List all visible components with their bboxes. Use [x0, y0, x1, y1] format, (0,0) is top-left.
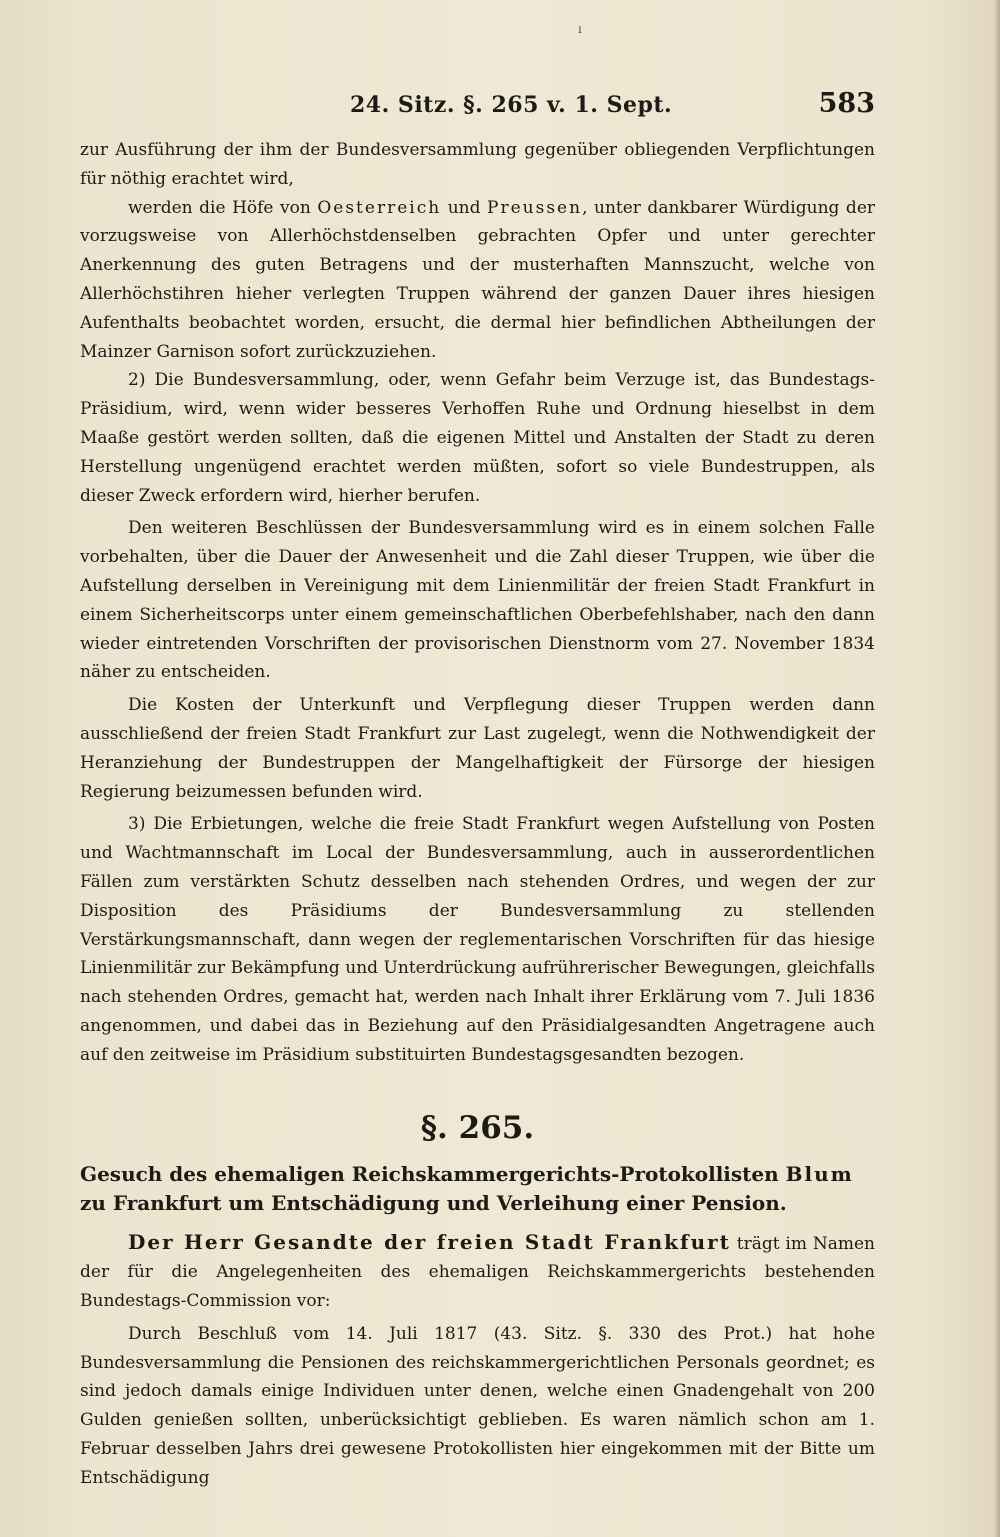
- page-body: [80, 136, 875, 1493]
- intro-text: trägt im Namen der für die Angelegenheiten des ehemaligen Reichskammergerichts bestehenden Bundestags-Commission vor:: [80, 1233, 876, 1312]
- paragraph-2-part-c: , unter dankbarer Würdigung der vorzugsweise von Allerhöchstdenselben gebrachten Opfer und unter gerechter Anerkennung des guten Betragens und der musterhaften Mannszucht, welche von Allerhöchstihren hieher verlegten Truppen während der ganzen Dauer ihres hiesigen Aufenthalts beobachtet worden, ersucht, die dermal hier befindlichen Abtheilungen der Mainzer Garnison sofort zurückzuziehen.: [80, 197, 876, 362]
- paragraph-6: 3) Die Erbietungen, welche die freie Stadt Frankfurt wegen Aufstellung von Posten und Wachtmannschaft im Local der Bundesversammlung, auch in ausserordentlichen Fällen zum verstärkten Schutz desselben nach stehenden Ordres, und wegen der zur Disposition des Präsidiums der Bundesversammlung zu stellenden Verstärkungsmannschaft, dann wegen der reglementarischen Vorschriften für das hiesige Linienmilitär zur Bekämpfung und Unterdrückung aufrührerischer Bewegungen, gleichfalls nach stehenden Ordres, gemacht hat, werden nach Inhalt ihrer Erklärung vom 7. Juli 1836 angenommen, und dabei das in Beziehung auf den Präsidialgesandten Angetragene auch auf den zeitweise im Präsidium substituirten Bundestagsgesandten bezogen.: [80, 814, 875, 1065]
- section-intro: [80, 1228, 875, 1316]
- austria-name: Oesterreich: [317, 197, 442, 218]
- paragraph-1: zur Ausführung der ihm der Bundesversammlung gegenüber obliegenden Verpflichtungen für nöthig erachtet wird,: [80, 140, 875, 189]
- section-heading: §. 265.: [420, 1109, 535, 1146]
- paragraph-4: Den weiteren Beschlüssen der Bundesversammlung wird es in einem solchen Falle vorbehalten, über die Dauer der Anwesenheit und die Zahl dieser Truppen, wie über die Aufstellung derselben in Vereinigung mit dem Linienmilitär der freien Stadt Frankfurt in einem Sicherheitscorps unter einem gemeinschaftlichen Oberbefehlshaber, nach den dann wieder eintretenden Vorschriften der provisorischen Dienstnorm vom 27. November 1834 näher zu entscheiden.: [80, 518, 875, 683]
- section-title-name: Blum: [785, 1161, 854, 1186]
- paragraph-2: [80, 194, 875, 367]
- speaker: Der Herr Gesandte der freien Stadt Frankfurt: [128, 1229, 731, 1254]
- top-mark: ı: [578, 22, 582, 36]
- paragraph-2-part-a: werden die Höfe von: [128, 197, 318, 218]
- paragraph-7: Durch Beschluß vom 14. Juli 1817 (43. Sitz. §. 330 des Prot.) hat hohe Bundesversammlung die Pensionen des reichskammergerichtlichen Personals geordnet; es sind jedoch damals einige Individuen unter denen, welche einen Gnadengehalt von 200 Gulden genießen sollten, unberücksichtigt geblieben. Es waren nämlich schon am 1. Februar desselben Jahrs drei gewesene Protokollisten hier eingekommen mit der Bitte um Entschädigung: [80, 1323, 875, 1488]
- paragraph-2-part-b: und: [441, 197, 488, 218]
- section-title-part-b: zu Frankfurt um Entschädigung und Verleihung einer Pension.: [80, 1190, 787, 1215]
- page-header: [80, 88, 875, 132]
- page-number: 583: [818, 88, 875, 119]
- paragraph-5: Die Kosten der Unterkunft und Verpflegung dieser Truppen werden dann ausschließend der freien Stadt Frankfurt zur Last zugelegt, wenn die Nothwendigkeit der Heranziehung der Bundestruppen der Mangelhaftigkeit der Fürsorge der hiesigen Regierung beizumessen befunden wird.: [80, 695, 875, 802]
- prussia-name: Preussen: [487, 197, 583, 218]
- running-head: 24. Sitz. §. 265 v. 1. Sept.: [350, 92, 673, 118]
- section-title-part-a: Gesuch des ehemaligen Reichskammergerichts-Protokollisten: [80, 1161, 786, 1186]
- paragraph-3: 2) Die Bundesversammlung, oder, wenn Gefahr beim Verzuge ist, das Bundestags-Präsidium, wird, wenn wider besseres Verhoffen Ruhe und Ordnung hieselbst in dem Maaße gestört werden sollten, daß die eigenen Mittel und Anstalten der Stadt zu deren Herstellung ungenügend erachtet werden müßten, sofort so viele Bundestruppen, als dieser Zweck erfordern wird, hierher berufen.: [80, 370, 875, 506]
- section-title: [80, 1160, 875, 1218]
